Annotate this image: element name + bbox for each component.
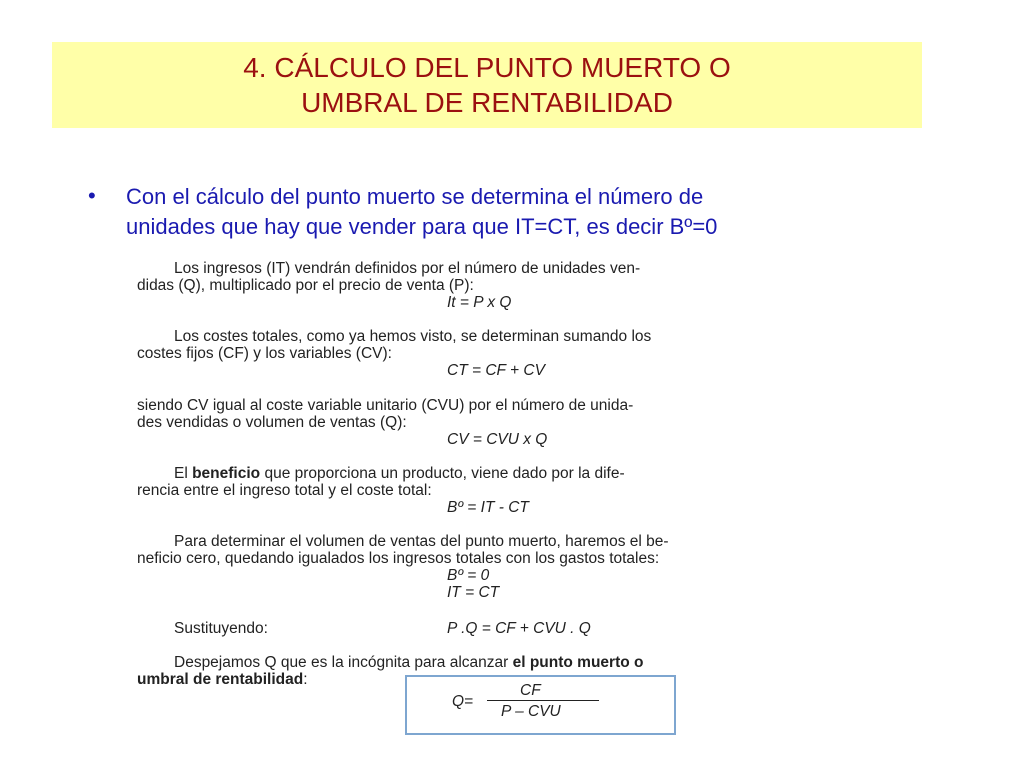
formula-b-zero: Bº = 0 (447, 567, 490, 584)
p4-text-c: que proporciona un producto, viene dado por la dife- (260, 465, 625, 482)
bullet-marker: • (88, 183, 96, 208)
p7-bold-a: el punto muerto o (512, 654, 644, 671)
p2-line-2: costes fijos (CF) y los variables (CV): (137, 345, 392, 362)
p6-label: Sustituyendo: (174, 620, 268, 637)
p7-text-c: : (303, 671, 308, 688)
formula-beneficio: Bº = IT - CT (447, 499, 529, 516)
p4-bold-beneficio: beneficio (192, 465, 261, 482)
fraction-bar (487, 700, 599, 701)
p4-line-1 (174, 465, 625, 482)
p5-line-1: Para determinar el volumen de ventas del punto muerto, haremos el be- (174, 533, 669, 550)
bullet-line-1: Con el cálculo del punto muerto se determina el número de (126, 184, 704, 209)
p1-line-1: Los ingresos (IT) vendrán definidos por el número de unidades ven- (174, 260, 641, 277)
title-box (52, 42, 922, 128)
formula-cv: CV = CVU x Q (447, 431, 548, 448)
formula-ct: CT = CF + CV (447, 362, 545, 379)
formula-denominator: P – CVU (501, 703, 561, 720)
title-line-2: UMBRAL DE RENTABILIDAD (301, 87, 673, 118)
p7-text-a: Despejamos Q que es la incógnita para alcanzar (174, 654, 513, 671)
formula-substitution: P .Q = CF + CVU . Q (447, 620, 591, 637)
p3-line-2: des vendidas o volumen de ventas (Q): (137, 414, 407, 431)
p3-line-1: siendo CV igual al coste variable unitario (CVU) por el número de unida- (137, 397, 634, 414)
p1-line-2: didas (Q), multiplicado por el precio de venta (P): (137, 277, 474, 294)
formula-it-ct: IT = CT (447, 584, 500, 601)
p7-line-1 (174, 654, 644, 671)
p7-bold-b: umbral de rentabilidad (137, 671, 304, 688)
title-line-1: 4. CÁLCULO DEL PUNTO MUERTO O (243, 52, 731, 83)
formula-q-label: Q= (452, 693, 474, 710)
p4-text-a: El (174, 465, 193, 482)
p5-line-2: neficio cero, quedando igualados los ingresos totales con los gastos totales: (137, 550, 660, 567)
p4-line-2: rencia entre el ingreso total y el coste total: (137, 482, 432, 499)
bullet-text (126, 182, 926, 242)
p7-line-2 (137, 671, 308, 688)
bullet-line-2: unidades que hay que vender para que IT=CT, es decir Bº=0 (126, 214, 718, 239)
formula-it: It = P x Q (447, 294, 512, 311)
p2-line-1: Los costes totales, como ya hemos visto, se determinan sumando los (174, 328, 652, 345)
formula-numerator: CF (520, 682, 541, 699)
